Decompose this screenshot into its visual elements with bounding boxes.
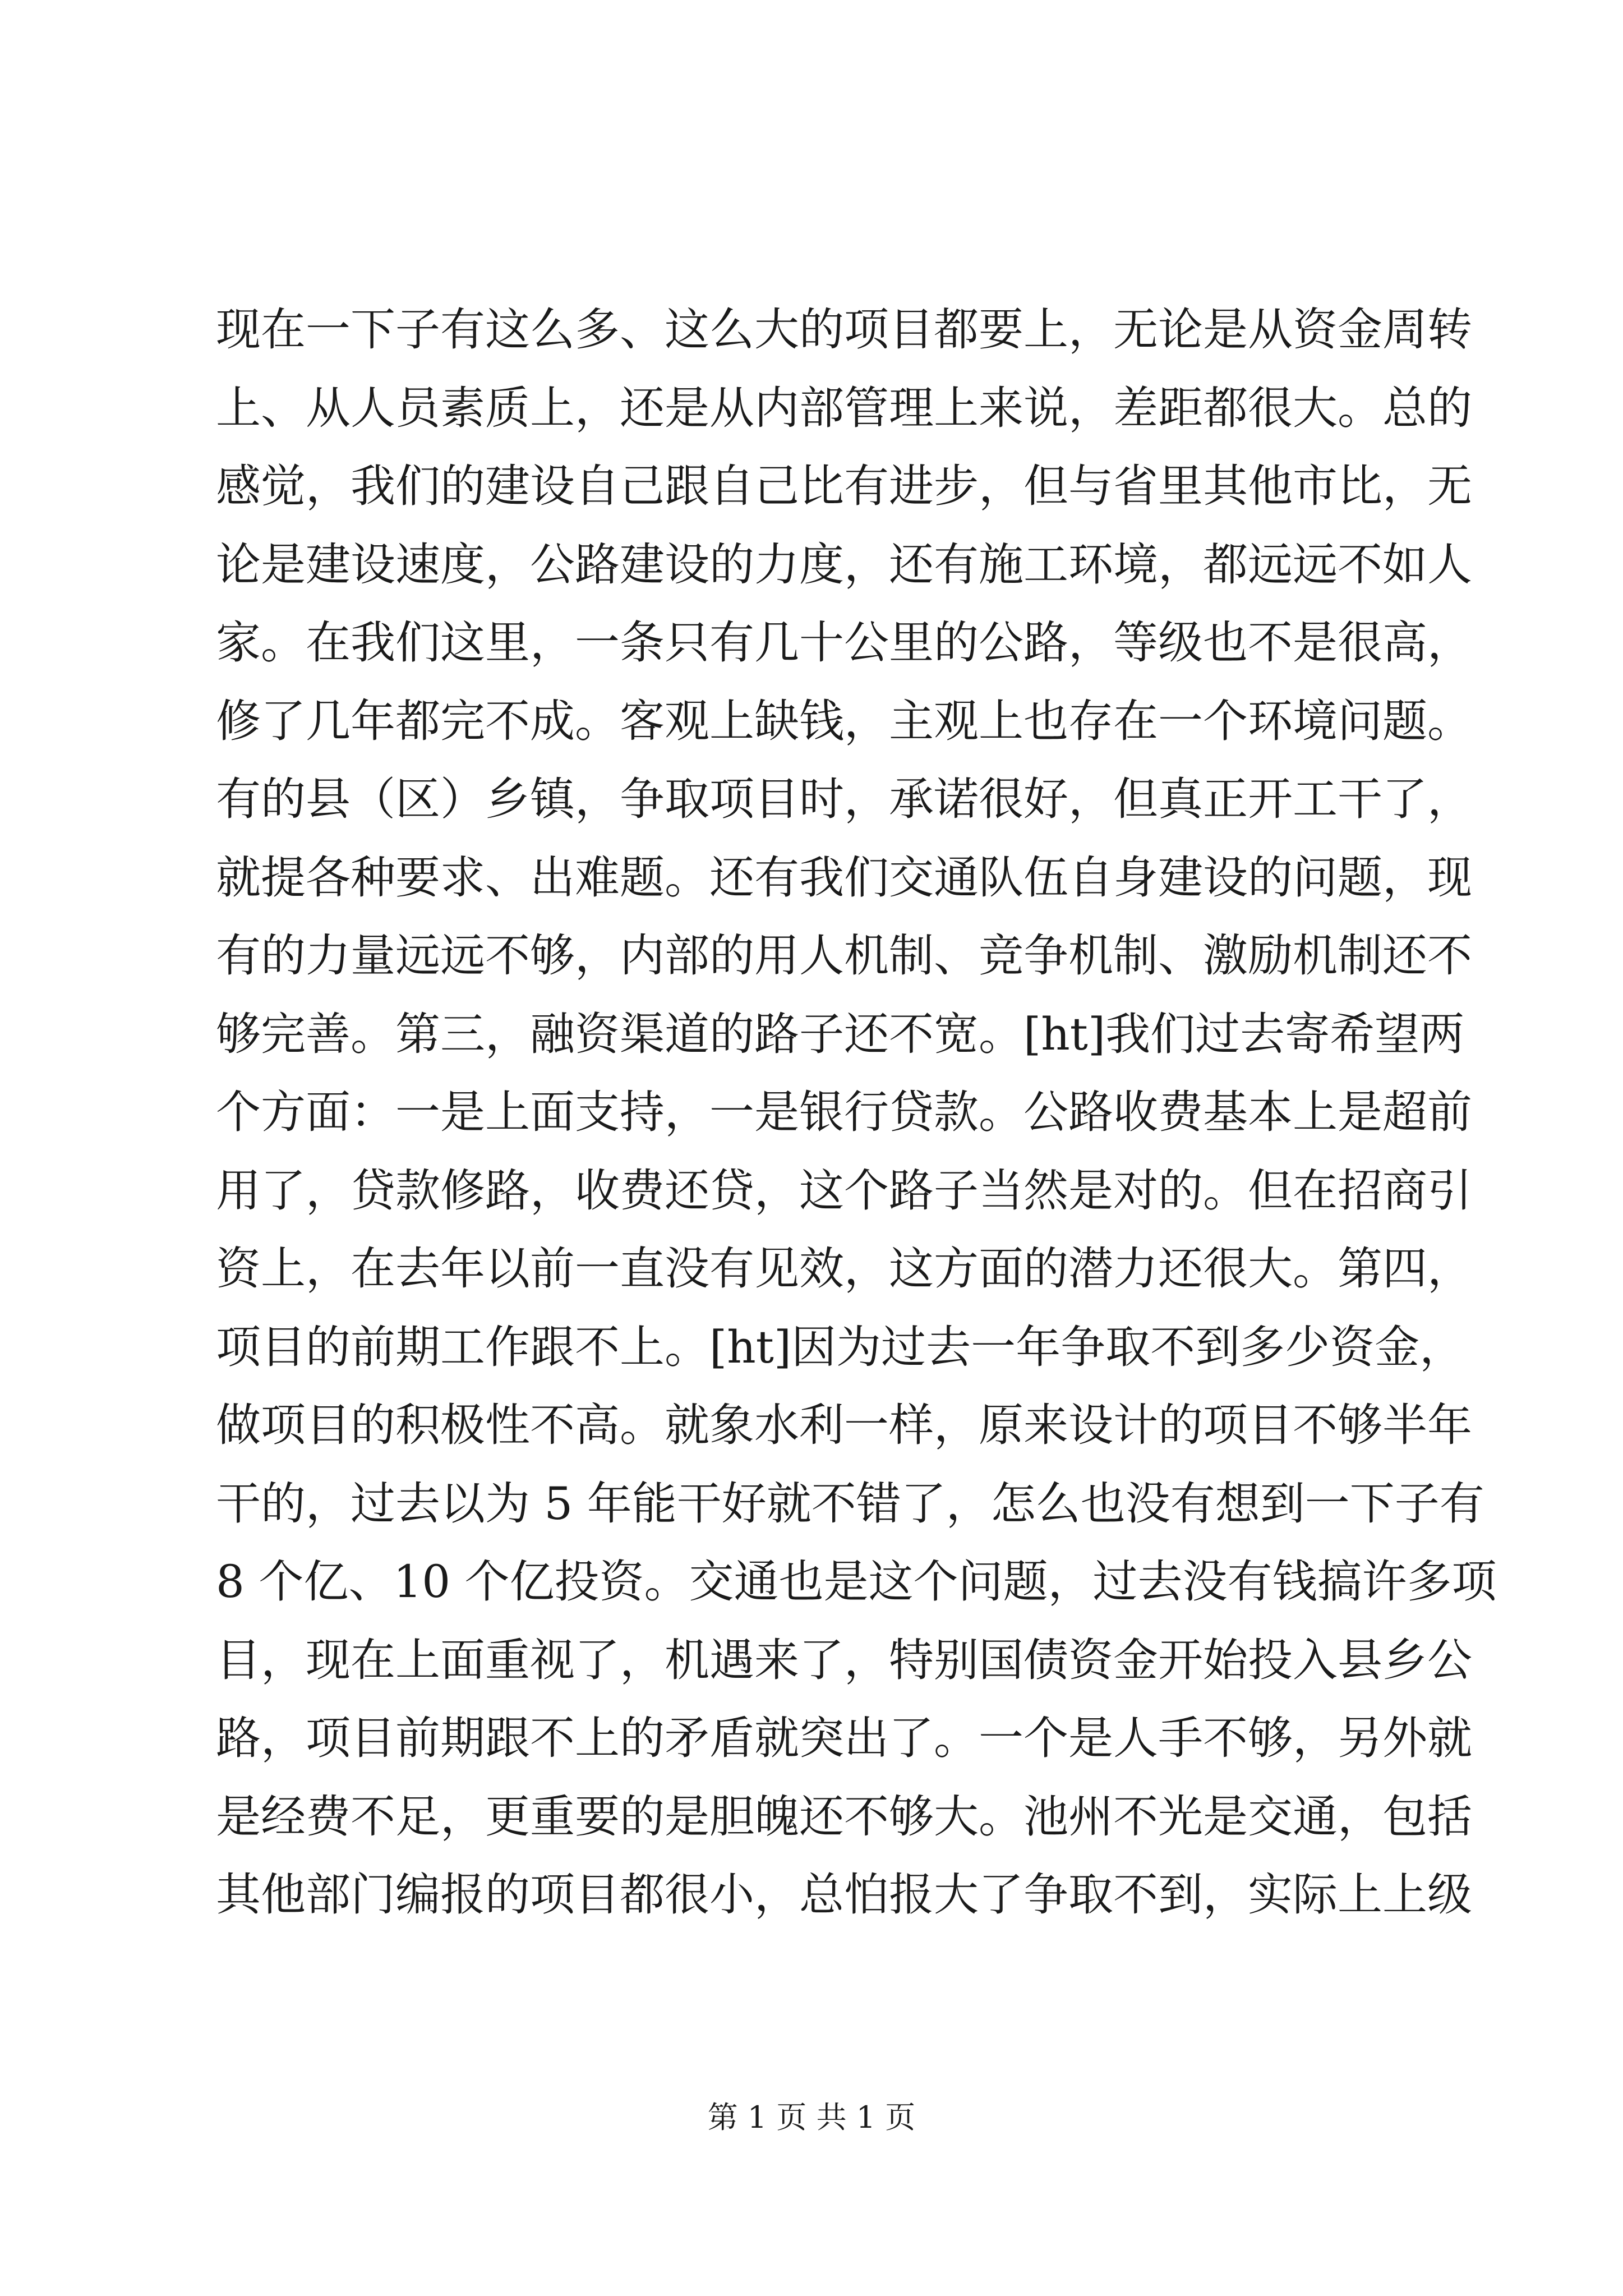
text-line: 现在一下子有这么多、这么大的项目都要上，无论是从资金周转	[216, 303, 1472, 356]
page-number-label: 第 1 页 共 1 页	[707, 2100, 916, 2135]
text-line: 上、从人员素质上，还是从内部管理上来说，差距都很大。总的	[216, 381, 1472, 434]
text-line: 论是建设速度，公路建设的力度，还有施工环境，都远远不如人	[216, 538, 1472, 591]
text-line: 个方面：一是上面支持，一是银行贷款。公路收费基本上是超前	[216, 1086, 1472, 1138]
text-line: 有的力量远远不够，内部的用人机制、竞争机制、激励机制还不	[216, 930, 1472, 982]
text-line: 做项目的积极性不高。就象水利一样，原来设计的项目不够半年	[216, 1399, 1472, 1451]
text-line: 够完善。第三，融资渠道的路子还不宽。[ht]我们过去寄希望两	[216, 1007, 1465, 1060]
body-paragraph	[216, 291, 1497, 1934]
text-line: 就提各种要求、出难题。还有我们交通队伍自身建设的问题，现	[216, 851, 1472, 904]
text-line: 路，项目前期跟不上的矛盾就突出了。一个是人手不够，另外就	[216, 1712, 1472, 1764]
text-line: 家。在我们这里，一条只有几十公里的公路，等级也不是很高，	[216, 616, 1472, 669]
text-line: 项目的前期工作跟不上。[ht]因为过去一年争取不到多少资金，	[216, 1320, 1465, 1373]
text-line: 修了几年都完不成。客观上缺钱，主观上也存在一个环境问题。	[216, 694, 1472, 747]
text-line: 用了，贷款修路，收费还贷，这个路子当然是对的。但在招商引	[216, 1164, 1472, 1217]
text-line: 感觉，我们的建设自己跟自己比有进步，但与省里其他市比，无	[216, 460, 1472, 512]
text-line: 8 个亿、10 个亿投资。交通也是这个问题，过去没有钱搞许多项	[216, 1556, 1497, 1608]
text-line: 目，现在上面重视了，机遇来了，特别国债资金开始投入县乡公	[216, 1634, 1472, 1686]
text-line: 干的，过去以为 5 年能干好就不错了，怎么也没有想到一下子有	[216, 1477, 1484, 1530]
text-line: 资上，在去年以前一直没有见效，这方面的潜力还很大。第四，	[216, 1243, 1472, 1295]
text-line: 有的县（区）乡镇，争取项目时，承诺很好，但真正开工干了，	[216, 773, 1472, 825]
text-line: 其他部门编报的项目都很小，总怕报大了争取不到，实际上上级	[216, 1869, 1472, 1921]
text-line: 是经费不足，更重要的是胆魄还不够大。池州不光是交通，包括	[216, 1790, 1472, 1843]
page-footer	[0, 2098, 1623, 2137]
